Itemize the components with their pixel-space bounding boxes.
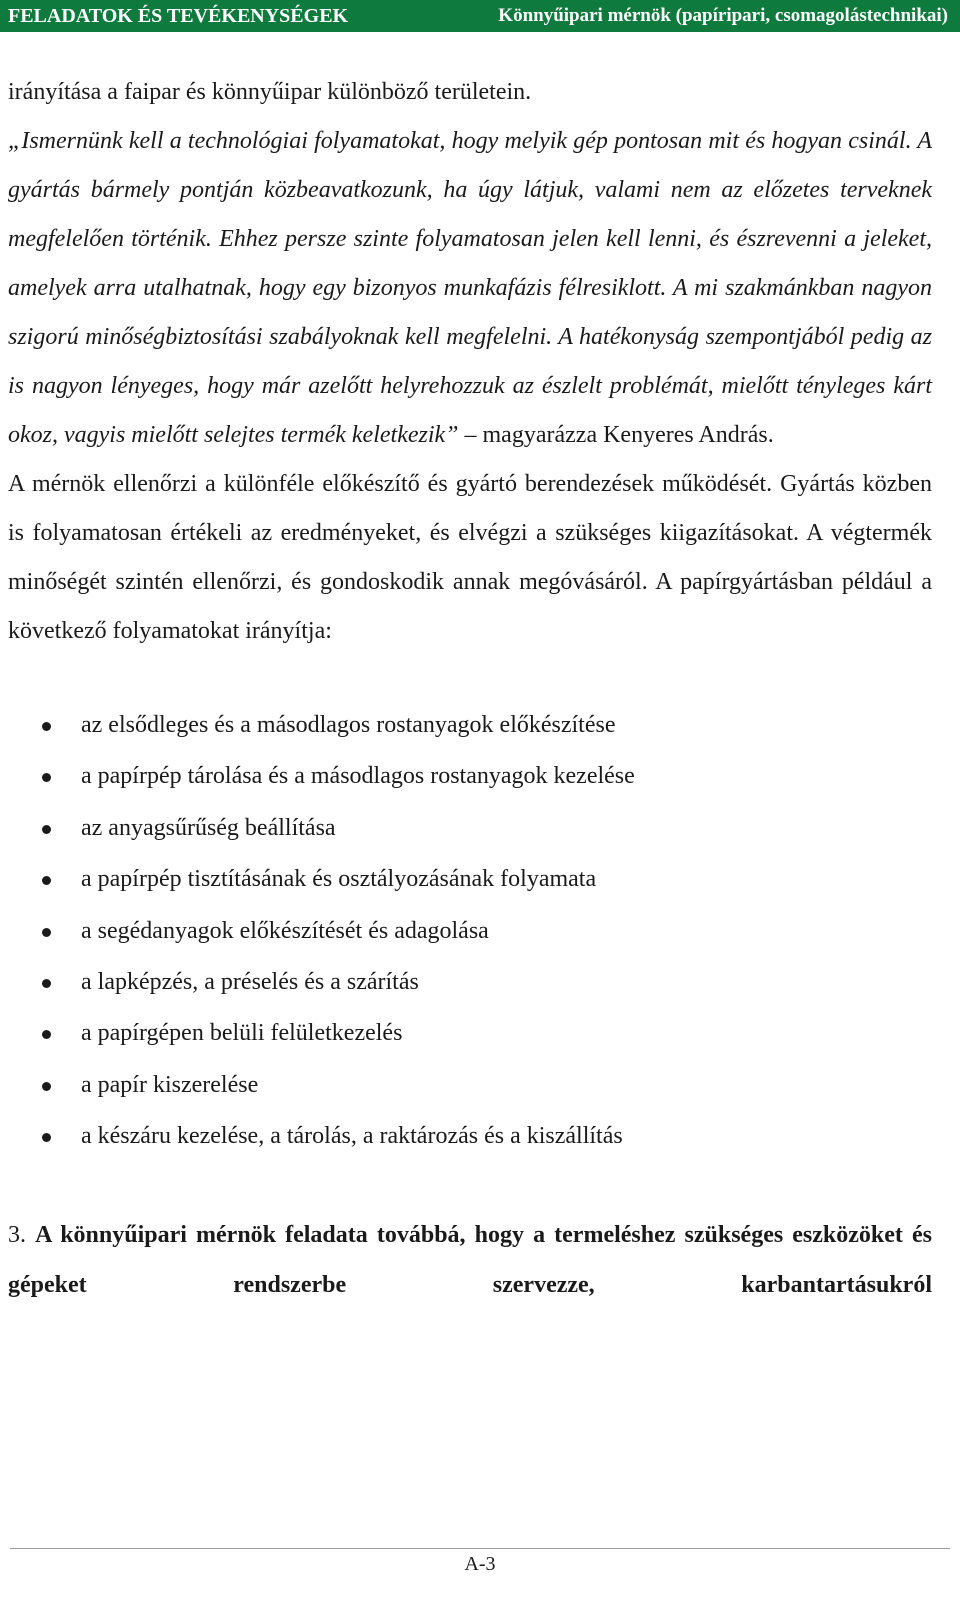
list-item bbox=[8, 906, 932, 957]
list-item bbox=[8, 803, 932, 854]
quote-text: „Ismernünk kell a technológiai folyamatokat, hogy melyik gép pontosan mit és hogyan csinál. A gyártás bármely pontján közbeavatkozunk, ha úgy látjuk, valami nem az előzetes terveknek megfelelően történik. Ehhez persze szinte folyamatosan jelen kell lenni, és észrevenni a jeleket, amelyek arra utalhatnak, hogy egy bizonyos munkafázis félresiklott. A mi szakmánkban nagyon szigorú minőségbiztosítási szabályoknak kell megfelelni. A hatékonyság szempontjából pedig az is nagyon lényeges, hogy már azelőtt helyrehozzuk az észlelt problémát, mielőtt tényleges kárt okoz, vagyis mielőtt selejtes termék keletkezik” bbox=[8, 128, 932, 448]
process-list bbox=[8, 700, 932, 1163]
bullet-icon bbox=[42, 979, 51, 988]
bullet-icon bbox=[42, 1082, 51, 1091]
page-footer bbox=[0, 1548, 960, 1576]
list-item bbox=[8, 1008, 932, 1059]
list-item-text: a papírpép tárolása és a másodlagos rostanyagok kezelése bbox=[81, 763, 635, 790]
list-item-text: a papír kiszerelése bbox=[81, 1071, 259, 1098]
header-section-title: FELADATOK ÉS TEVÉKENYSÉGEK bbox=[8, 4, 349, 27]
list-item-text: a lapképzés, a préselés és a szárítás bbox=[81, 969, 419, 996]
bullet-icon bbox=[42, 928, 51, 937]
list-item-text: az elsődleges és a másodlagos rostanyagok előkészítése bbox=[81, 712, 616, 738]
header-profession-title: Könnyűipari mérnök (papíripari, csomagolástechnikai) bbox=[498, 5, 948, 26]
list-item bbox=[8, 700, 932, 751]
paragraph-engineer-duties: A mérnök ellenőrzi a különféle előkészítő és gyártó berendezések működését. Gyártás közben is folyamatosan értékeli az eredményeket, és elvégzi a szükséges kiigazításokat. A végtermék minőségét szintén ellenőrzi, és gondoskodik annak megóvásáról. A papírgyártásban például a következő folyamatokat irányítja: bbox=[8, 471, 932, 644]
list-item bbox=[8, 854, 932, 905]
footer-divider bbox=[10, 1548, 950, 1549]
item-heading: A könnyűipari mérnök feladata továbbá, hogy a termeléshez szükséges eszközöket és gépeket rendszerbe szervezze, karbantartásukról bbox=[8, 1221, 932, 1298]
list-item bbox=[8, 957, 932, 1008]
numbered-item-3 bbox=[8, 1210, 932, 1310]
bullet-icon bbox=[42, 773, 51, 782]
list-item-text: a papírpép tisztításának és osztályozásának folyamata bbox=[81, 866, 597, 893]
paragraph-quote bbox=[8, 117, 932, 460]
list-item-text: a segédanyagok előkészítését és adagolása bbox=[81, 917, 489, 944]
bullet-icon bbox=[42, 722, 51, 731]
list-item bbox=[8, 1060, 932, 1111]
list-item-text: az anyagsűrűség beállítása bbox=[81, 814, 336, 841]
page-header bbox=[0, 0, 960, 32]
bullet-icon bbox=[42, 1133, 51, 1142]
list-item bbox=[8, 751, 932, 802]
item-number: 3. bbox=[8, 1221, 26, 1248]
list-item-text: a papírgépen belüli felületkezelés bbox=[81, 1020, 403, 1047]
list-item bbox=[8, 1111, 932, 1162]
bullet-icon bbox=[42, 876, 51, 885]
page-number: A-3 bbox=[464, 1553, 496, 1575]
paragraph-intro: irányítása a faipar és könnyűipar különböző területein. bbox=[8, 79, 532, 105]
quote-attribution: – magyarázza Kenyeres András. bbox=[458, 422, 774, 448]
list-item-text: a készáru kezelése, a tárolás, a raktározás és a kiszállítás bbox=[81, 1123, 623, 1150]
bullet-icon bbox=[42, 825, 51, 834]
page-content bbox=[8, 68, 932, 1334]
bullet-icon bbox=[42, 1030, 51, 1039]
